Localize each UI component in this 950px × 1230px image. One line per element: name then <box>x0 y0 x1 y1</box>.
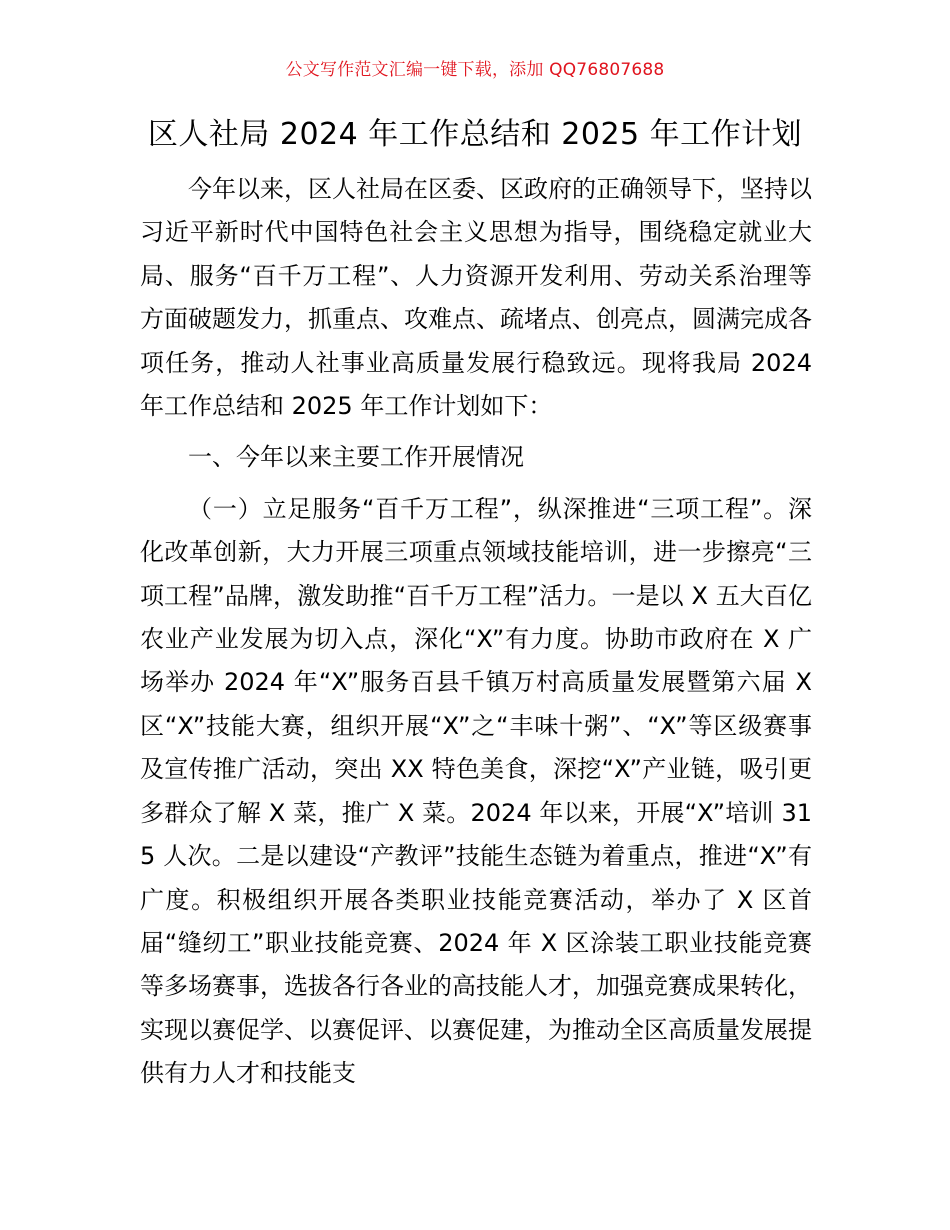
document-body <box>140 168 812 1096</box>
download-note: 公文写作范文汇编一键下载，添加 QQ76807688 <box>285 60 665 80</box>
document-title: 区人社局 2024 年工作总结和 2025 年工作计划 <box>147 117 803 152</box>
intro-paragraph: 今年以来，区人社局在区委、区政府的正确领导下，坚持以习近平新时代中国特色社会主义思想为指导，围绕稳定就业大局、服务“百千万工程”、人力资源开发利用、劳动关系治理等方面破题发力，抓重点、攻难点、疏堵点、创亮点，圆满完成各项任务，推动人社事业高质量发展行稳致远。现将我局 2024 年工作总结和 2025 年工作计划如下： <box>140 175 812 421</box>
section-paragraph: （一）立足服务“百千万工程”，纵深推进“三项工程”。深化改革创新，大力开展三项重点领域技能培训，进一步擦亮“三项工程”品牌，激发助推“百千万工程”活力。一是以 X 五大百亿农业产业发展为切入点，深化“X”有力度。协助市政府在 X 广场举办 2024 年“X”服务百县千镇万村高质量发展暨第六届 X 区“X”技能大赛，组织开展“X”之“丰味十粥”、“X”等区级赛事及宣传推广活动，突出 XX 特色美食，深挖“X”产业链，吸引更多群众了解 X 菜，推广 X 菜。2024 年以来，开展“X”培训 315 人次。二是以建设“产教评”技能生态链为着重点，推进“X”有广度。积极组织开展各类职业技能竞赛活动，举办了 X 区首届“缝纫工”职业技能竞赛、2024 年 X 区涂装工职业技能竞赛等多场赛事，选拔各行各业的高技能人才，加强竞赛成果转化，实现以赛促学、以赛促评、以赛促建，为推动全区高质量发展提供有力人才和技能支 <box>140 494 812 1088</box>
section-heading: 一、今年以来主要工作开展情况 <box>188 443 524 472</box>
